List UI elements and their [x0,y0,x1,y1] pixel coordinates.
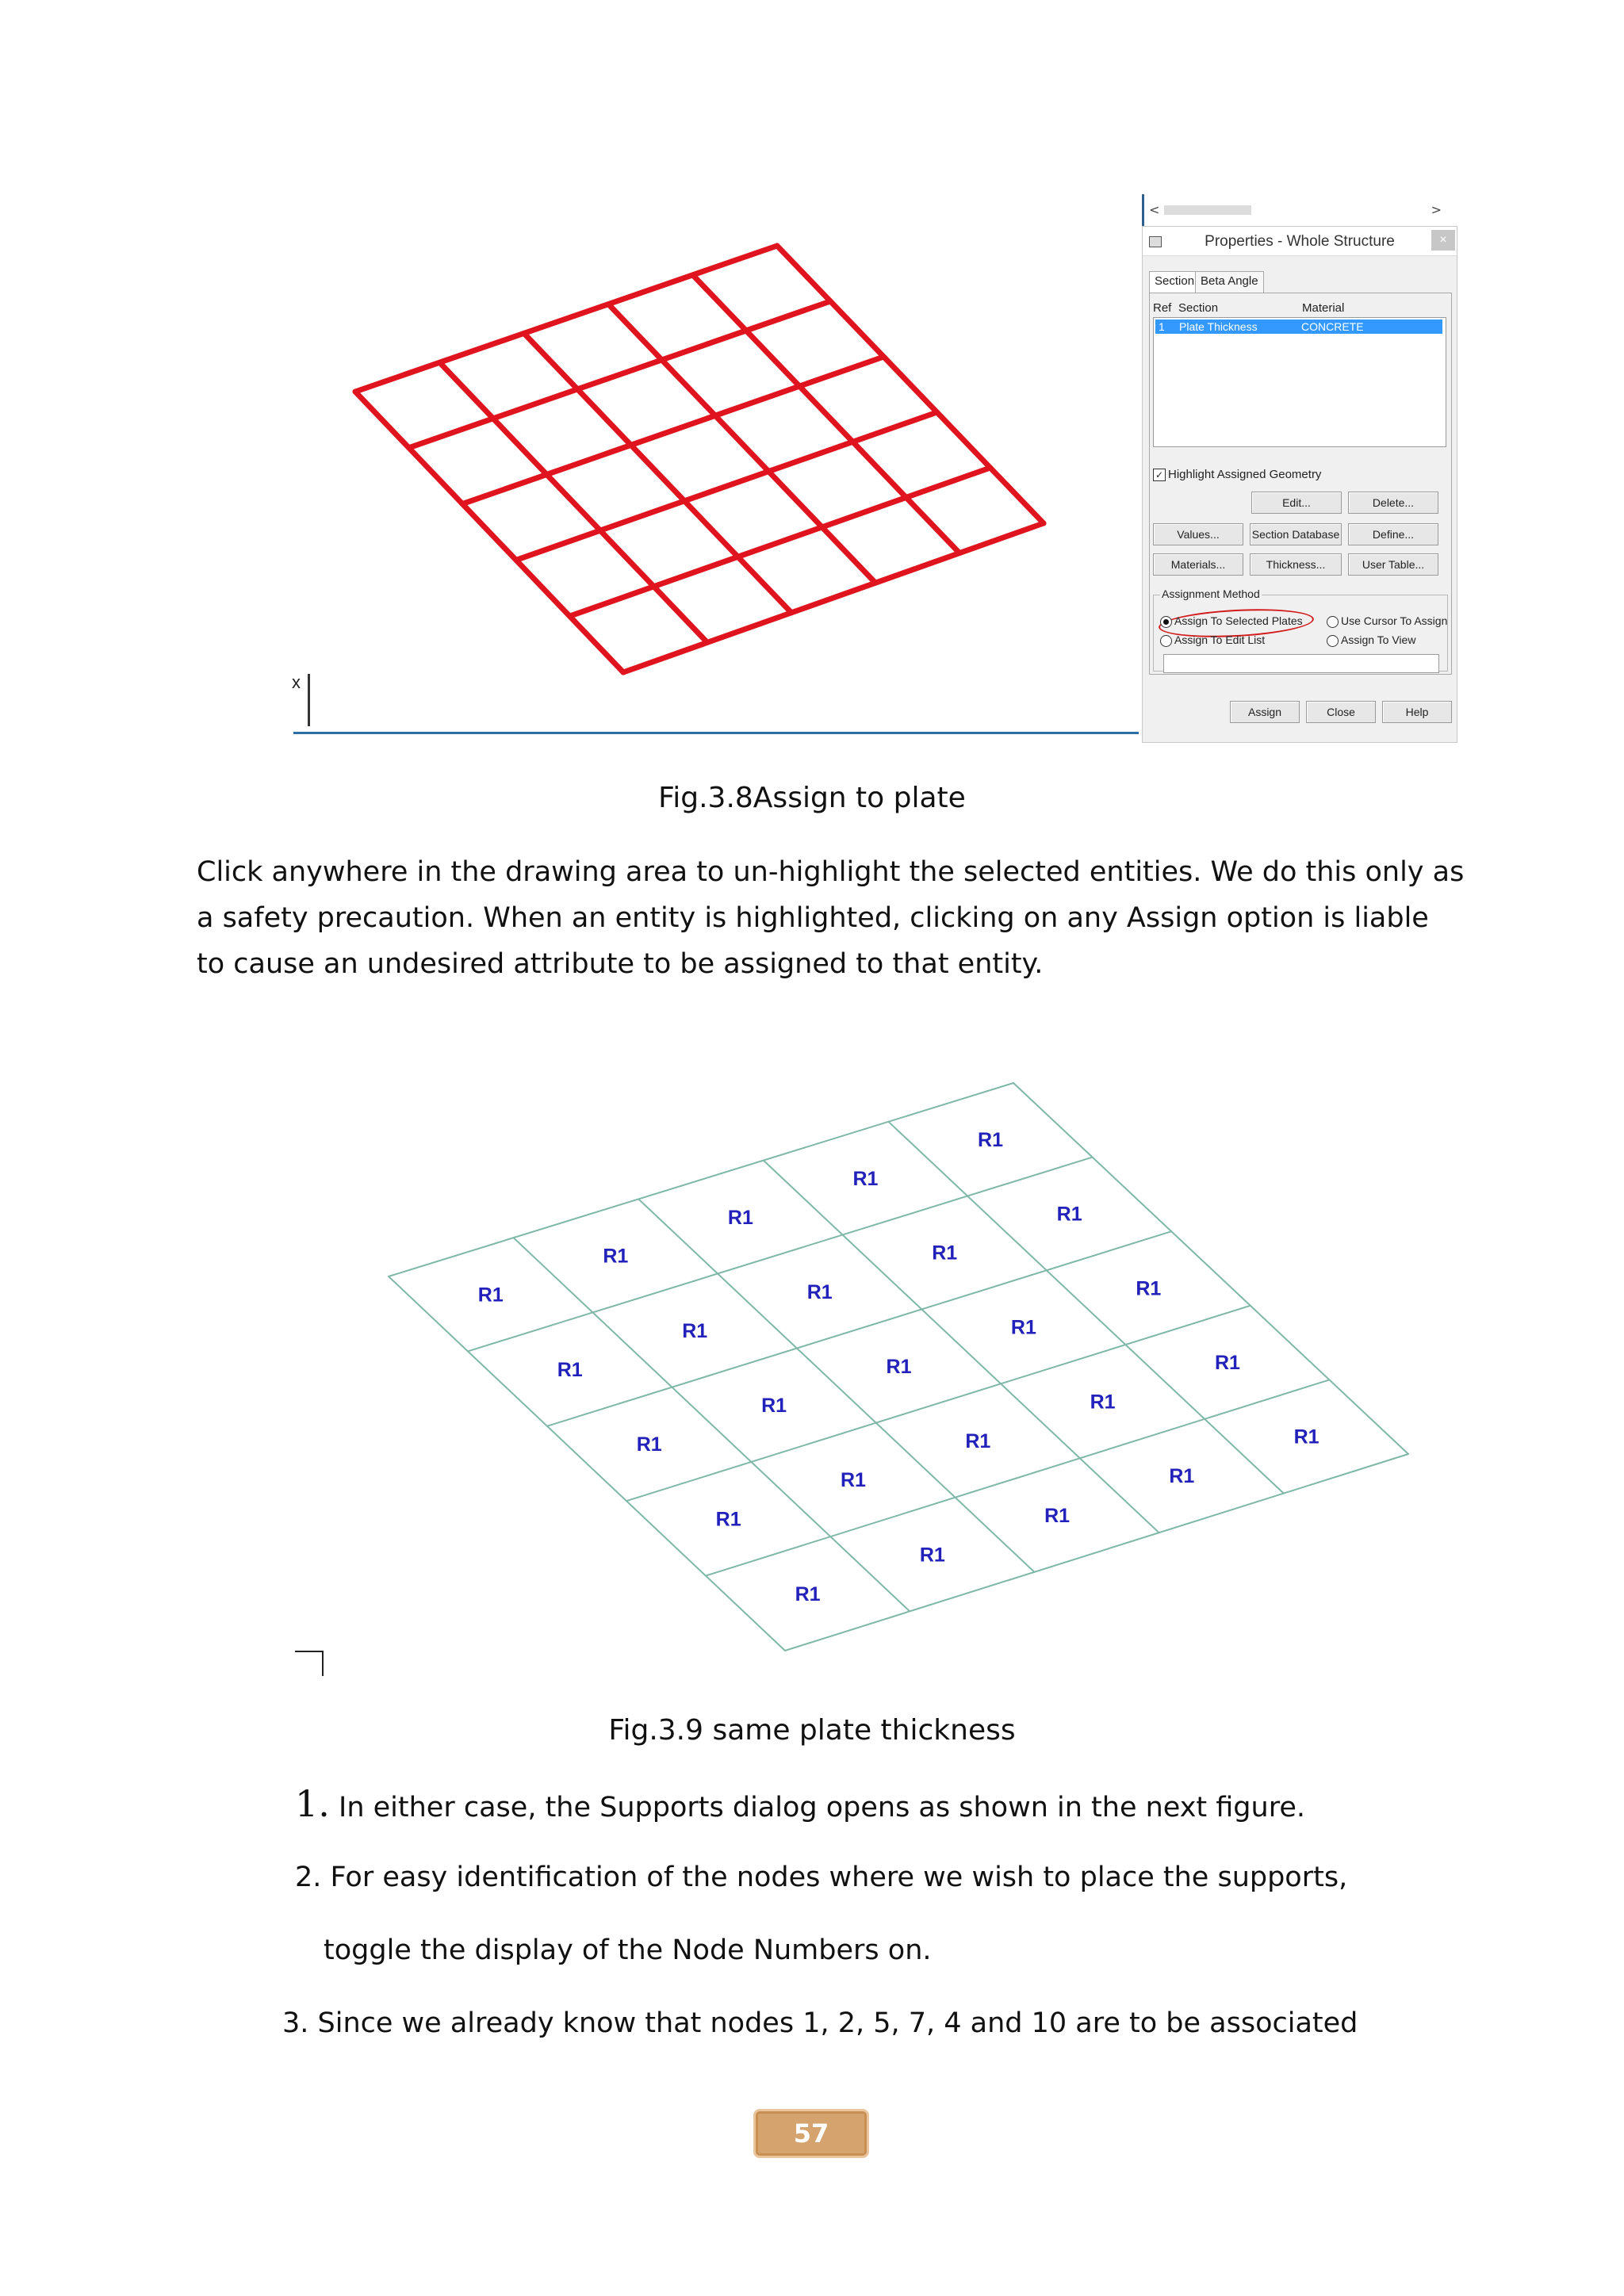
list-number: 3. [282,2007,309,2039]
plate-label: R1 [1293,1425,1320,1448]
radio-label: Use Cursor To Assign [1341,614,1448,627]
plate-label: R1 [727,1206,753,1229]
radio-unselected-icon[interactable] [1160,635,1172,647]
list-text: In either case, the Supports dialog opens as shown in the next figure. [329,1792,1305,1823]
scroll-thumb[interactable] [1164,205,1251,215]
close-button[interactable]: Close [1306,701,1376,723]
plate-label: R1 [1214,1352,1240,1375]
list-item[interactable] [1155,320,1442,334]
column-header-ref: Ref [1153,301,1172,315]
checkbox-checked-icon[interactable]: ✓ [1153,469,1166,481]
scroll-left-icon[interactable]: < [1149,202,1160,217]
column-header-section: Section [1178,301,1219,315]
close-icon[interactable]: × [1431,230,1455,251]
list-item [295,1782,1305,1825]
mesh-line [608,304,875,584]
mesh-line [516,412,937,560]
body-paragraph: Click anywhere in the drawing area to un-highlight the selected entities. We do this only as a safety precaution. When an entity is highlighted, clicking on any Assign option is liable to cause an undesired attribute to be assigned to that entity. [197,856,1465,980]
mesh-line [514,1238,910,1611]
drawing-area-border [293,732,1139,734]
plate-label: R1 [978,1128,1004,1151]
plate-label: R1 [840,1469,866,1492]
mesh-line [355,392,623,672]
page-number: 57 [753,2109,869,2158]
list-item [324,1934,932,1966]
mesh-line [355,246,777,392]
list-text: For easy identification of the nodes where we wish to place the supports, [321,1862,1348,1893]
radio-assign-to-edit-list[interactable] [1160,633,1265,647]
list-text: toggle the display of the Node Numbers on. [324,1934,932,1966]
figure-caption: Fig.3.8Assign to plate [658,782,966,814]
radio-assign-selected-plates[interactable] [1160,614,1303,628]
tab-beta-angle[interactable]: Beta Angle [1195,271,1264,293]
horizontal-scrollbar[interactable] [1142,194,1457,226]
plate-label: R1 [852,1167,879,1190]
mesh-line [764,1161,1162,1533]
plate-label: R1 [1044,1504,1071,1527]
mesh-line [623,523,1044,672]
thickness-button[interactable]: Thickness... [1250,553,1342,576]
properties-dialog [1142,226,1457,743]
plate-label: R1 [965,1429,991,1452]
radio-label: Assign To Selected Plates [1174,614,1303,627]
help-button[interactable]: Help [1382,701,1452,723]
plate-label: R1 [1090,1391,1116,1414]
plate-label: R1 [1136,1277,1162,1300]
section-tab-pane [1149,293,1452,675]
radio-assign-to-view[interactable] [1327,633,1415,647]
section-database-button[interactable]: Section Database [1250,523,1342,545]
assignment-method-label: Assignment Method [1162,587,1260,600]
list-item-ref: 1 [1159,320,1165,333]
plate-label: R1 [761,1394,787,1417]
mesh-line [888,1122,1283,1494]
mesh-line [626,1306,1251,1501]
dialog-title: Properties - Whole Structure [1205,233,1395,250]
define-button[interactable]: Define... [1348,523,1438,545]
mesh-line [389,1276,785,1651]
dialog-title-bar [1143,227,1457,256]
radio-unselected-icon[interactable] [1327,616,1339,628]
mesh-line [468,1158,1093,1352]
plate-label: R1 [477,1284,504,1307]
list-number: 2. [295,1862,322,1893]
list-item [282,2007,1358,2039]
materials-button[interactable]: Materials... [1153,553,1243,576]
axis-marker-label: x [292,672,301,692]
radio-use-cursor-to-assign[interactable] [1327,614,1447,628]
figure-caption: Fig.3.9 same plate thickness [608,1714,1016,1747]
assignment-method-group [1153,587,1448,672]
mesh-line [638,1199,1034,1571]
mesh-line [569,468,990,616]
plate-label: R1 [795,1582,821,1605]
plate-label: R1 [682,1319,708,1342]
plate-label: R1 [603,1245,629,1268]
plate-label: R1 [636,1433,662,1456]
assign-button[interactable]: Assign [1230,701,1300,723]
mesh-line [409,301,831,448]
values-button[interactable]: Values... [1153,523,1243,545]
edit-button[interactable]: Edit... [1251,492,1342,514]
mesh-line [524,333,791,612]
radio-label: Assign To View [1341,633,1416,646]
radio-selected-icon[interactable] [1160,616,1172,628]
plate-label: R1 [715,1508,741,1531]
plate-mesh-labelled [373,1078,1435,1665]
list-item-material: CONCRETE [1301,320,1364,333]
user-table-button[interactable]: User Table... [1348,553,1438,576]
radio-unselected-icon[interactable] [1327,635,1339,647]
list-text: Since we already know that nodes 1, 2, 5, 7, 4 and 10 are to be associated [308,2007,1358,2039]
column-header-material: Material [1302,301,1345,315]
mesh-line [777,246,1044,523]
mesh-line [785,1454,1408,1651]
plate-label: R1 [1056,1203,1082,1226]
plate-label: R1 [1169,1465,1195,1488]
plate-label: R1 [932,1242,958,1265]
plate-label: R1 [557,1358,583,1381]
plate-mesh-red [293,190,1055,690]
highlight-label: Highlight Assigned Geometry [1168,468,1322,481]
mesh-line [439,362,707,642]
scroll-right-icon[interactable]: > [1431,202,1442,217]
plate-label: R1 [806,1280,833,1303]
tab-section[interactable]: Section [1149,271,1200,296]
list-item-section: Plate Thickness [1179,320,1258,333]
edit-list-input[interactable] [1163,654,1439,673]
plate-label: R1 [886,1355,912,1378]
mesh-line [547,1231,1171,1426]
radio-label: Assign To Edit List [1174,633,1266,646]
delete-button[interactable]: Delete... [1348,492,1438,514]
mesh-line [462,357,883,504]
mesh-line [1010,1083,1408,1454]
list-number: 1. [295,1782,330,1825]
mesh-line [693,275,959,553]
axis-marker [295,1651,324,1676]
list-item [295,1862,1347,1893]
section-list[interactable] [1153,317,1446,447]
axis-marker [292,674,310,726]
plate-label: R1 [1010,1316,1036,1339]
plate-label: R1 [919,1544,945,1567]
mesh-line [389,1083,1013,1276]
mesh-line [706,1380,1329,1575]
highlight-assigned-geometry-checkbox[interactable] [1153,468,1321,481]
